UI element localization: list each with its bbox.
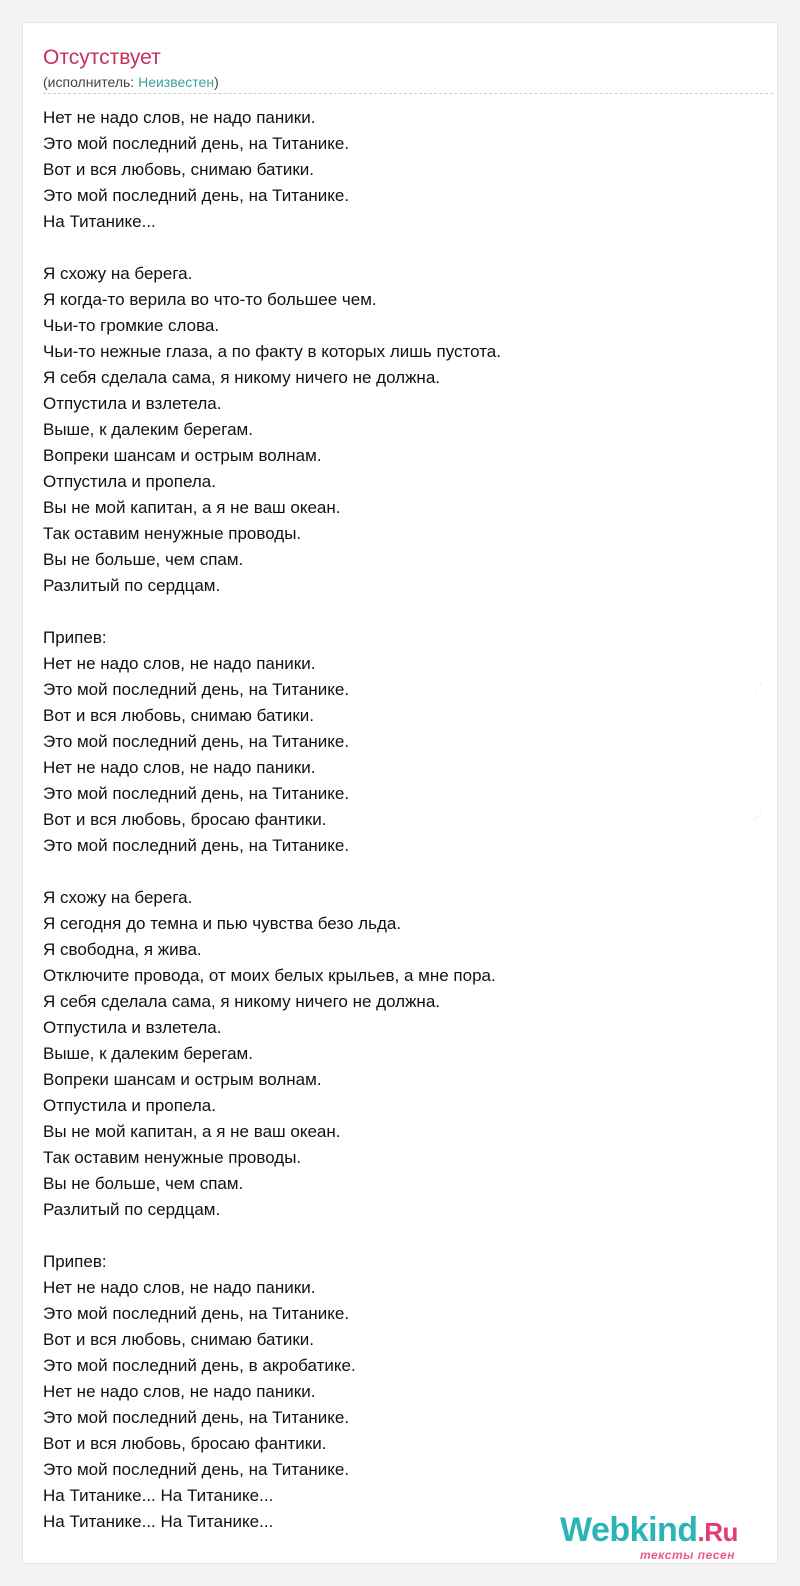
lyric-line: Это мой последний день, на Титанике. bbox=[43, 680, 350, 699]
lyric-line: Я себя сделала сама, я никому ничего не должна. bbox=[43, 992, 441, 1011]
lyric-line: Я себя сделала сама, я никому ничего не должна. bbox=[43, 368, 441, 387]
title-divider bbox=[43, 93, 773, 94]
artist-suffix: ) bbox=[214, 74, 219, 90]
lyric-line: Вы не больше, чем спам. bbox=[43, 550, 244, 569]
lyric-line: Нет не надо слов, не надо паники. bbox=[43, 1382, 316, 1401]
lyric-line: Это мой последний день, на Титанике. bbox=[43, 1304, 350, 1323]
resize-grip-icon: ⋰ bbox=[754, 812, 762, 821]
artist-link[interactable]: Неизвестен bbox=[138, 74, 215, 90]
resize-grip-icon: ⋰ bbox=[754, 682, 762, 691]
stanza-break bbox=[43, 1223, 753, 1249]
lyric-line: Нет не надо слов, не надо паники. bbox=[43, 654, 316, 673]
lyric-line: Это мой последний день, в акробатике. bbox=[43, 1356, 356, 1375]
lyric-line: Выше, к далеким берегам. bbox=[43, 1044, 253, 1063]
logo-wordmark bbox=[560, 1510, 738, 1552]
lyric-line: Это мой последний день, на Титанике. bbox=[43, 836, 350, 855]
stanza-break bbox=[43, 599, 753, 625]
lyric-line: Припев: bbox=[43, 1252, 107, 1271]
lyric-line: Нет не надо слов, не надо паники. bbox=[43, 108, 316, 127]
artist-line bbox=[43, 73, 219, 91]
lyric-line: Я схожу на берега. bbox=[43, 264, 193, 283]
lyric-line: Нет не надо слов, не надо паники. bbox=[43, 758, 316, 777]
lyric-line: Это мой последний день, на Титанике. bbox=[43, 732, 350, 751]
lyric-line: Выше, к далеким берегам. bbox=[43, 420, 253, 439]
lyric-line: Вот и вся любовь, снимаю батики. bbox=[43, 160, 314, 179]
lyric-line: Разлитый по сердцам. bbox=[43, 576, 221, 595]
lyric-line: Вот и вся любовь, снимаю батики. bbox=[43, 706, 314, 725]
lyric-line: Отпустила и пропела. bbox=[43, 472, 216, 491]
lyric-line: На Титанике... На Титанике... bbox=[43, 1512, 274, 1531]
lyric-line: Отпустила и взлетела. bbox=[43, 394, 222, 413]
lyric-line: Я сегодня до темна и пью чувства безо льда. bbox=[43, 914, 402, 933]
lyric-line: Вопреки шансам и острым волнам. bbox=[43, 1070, 322, 1089]
stanza-break bbox=[43, 235, 753, 261]
lyric-line: Это мой последний день, на Титанике. bbox=[43, 134, 350, 153]
lyric-line: Это мой последний день, на Титанике. bbox=[43, 784, 350, 803]
lyric-line: Я свободна, я жива. bbox=[43, 940, 202, 959]
logo-main-text: Webkind bbox=[560, 1511, 698, 1549]
stanza-break bbox=[43, 859, 753, 885]
lyric-line: Разлитый по сердцам. bbox=[43, 1200, 221, 1219]
lyric-line: Отключите провода, от моих белых крыльев, а мне пора. bbox=[43, 966, 496, 985]
webkind-logo[interactable] bbox=[560, 1510, 770, 1570]
lyric-line: Вот и вся любовь, бросаю фантики. bbox=[43, 1434, 327, 1453]
lyric-line: Вы не мой капитан, а я не ваш океан. bbox=[43, 1122, 341, 1141]
lyric-line: Вы не больше, чем спам. bbox=[43, 1174, 244, 1193]
lyric-line: Вы не мой капитан, а я не ваш океан. bbox=[43, 498, 341, 517]
lyric-line: Припев: bbox=[43, 628, 107, 647]
lyric-line: Чьи-то громкие слова. bbox=[43, 316, 220, 335]
lyric-line: Это мой последний день, на Титанике. bbox=[43, 1408, 350, 1427]
lyric-line: Нет не надо слов, не надо паники. bbox=[43, 1278, 316, 1297]
lyric-line: Отпустила и взлетела. bbox=[43, 1018, 222, 1037]
lyric-line: Отпустила и пропела. bbox=[43, 1096, 216, 1115]
lyric-line: Чьи-то нежные глаза, а по факту в которых лишь пустота. bbox=[43, 342, 501, 361]
artist-prefix: (исполнитель: bbox=[43, 74, 139, 90]
lyric-line: Я схожу на берега. bbox=[43, 888, 193, 907]
lyric-line: Это мой последний день, на Титанике. bbox=[43, 186, 350, 205]
lyric-line: Я когда-то верила во что-то большее чем. bbox=[43, 290, 377, 309]
lyric-line: Вот и вся любовь, бросаю фантики. bbox=[43, 810, 327, 829]
lyric-line: Так оставим ненужные проводы. bbox=[43, 524, 302, 543]
lyric-line: На Титанике... bbox=[43, 212, 156, 231]
lyric-line: Так оставим ненужные проводы. bbox=[43, 1148, 302, 1167]
lyric-line: На Титанике... На Титанике... bbox=[43, 1486, 274, 1505]
lyrics-card bbox=[22, 22, 778, 1564]
lyric-line: Вот и вся любовь, снимаю батики. bbox=[43, 1330, 314, 1349]
logo-tagline: тексты песен bbox=[640, 1548, 735, 1562]
lyric-line: Вопреки шансам и острым волнам. bbox=[43, 446, 322, 465]
song-title: Отсутствует bbox=[43, 46, 161, 69]
lyrics-text bbox=[43, 105, 753, 1535]
lyric-line: Это мой последний день, на Титанике. bbox=[43, 1460, 350, 1479]
logo-tld: .Ru bbox=[697, 1517, 738, 1547]
